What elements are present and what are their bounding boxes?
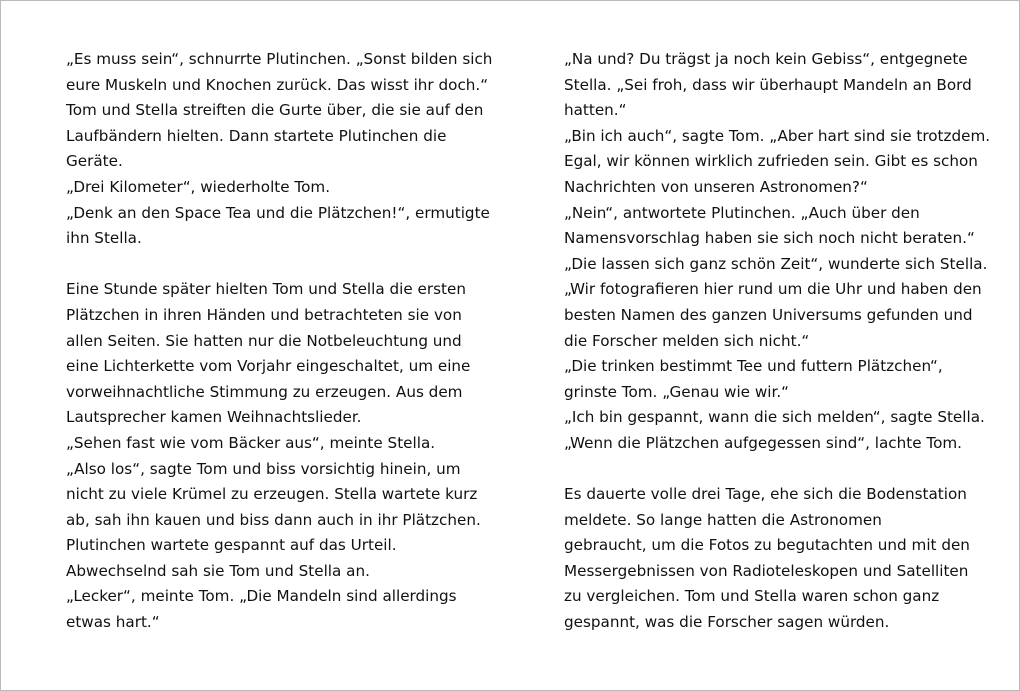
text-line: „Wenn die Plätzchen aufgegessen sind“, lachte Tom. xyxy=(564,433,962,452)
text-line: Namensvorschlag haben sie sich noch nicht beraten.“ xyxy=(564,229,975,248)
text-line: Plätzchen in ihren Händen und betrachteten sie von xyxy=(66,305,462,324)
text-line: etwas hart.“ xyxy=(66,613,160,632)
text-line: „Nein“, antwortete Plutinchen. „Auch über den xyxy=(564,203,920,222)
text-line: „Lecker“, meinte Tom. „Die Mandeln sind allerdings xyxy=(66,587,457,606)
paragraph-break xyxy=(564,457,990,483)
text-line: Tom und Stella streiften die Gurte über, die sie auf den xyxy=(66,101,484,120)
text-line: vorweihnachtliche Stimmung zu erzeugen. Aus dem xyxy=(66,382,463,401)
text-line: zu vergleichen. Tom und Stella waren schon ganz xyxy=(564,587,940,606)
text-line: ihn Stella. xyxy=(66,229,142,248)
text-line: eine Lichterkette vom Vorjahr eingeschaltet, um eine xyxy=(66,357,471,376)
text-line: gebraucht, um die Fotos zu begutachten und mit den xyxy=(564,536,970,555)
text-line: „Denk an den Space Tea und die Plätzchen!“, ermutigte xyxy=(66,203,490,222)
text-line: „Sehen fast wie vom Bäcker aus“, meinte Stella. xyxy=(66,433,436,452)
text-line: „Also los“, sagte Tom und biss vorsichtig hinein, um xyxy=(66,459,461,478)
text-line: Laufbändern hielten. Dann startete Plutinchen die xyxy=(66,126,447,145)
text-line: gespannt, was die Forscher sagen würden. xyxy=(564,613,890,632)
text-line: „Die lassen sich ganz schön Zeit“, wunderte sich Stella. xyxy=(564,254,988,273)
text-line: Stella. „Sei froh, dass wir überhaupt Mandeln an Bord xyxy=(564,75,972,94)
text-line: Abwechselnd sah sie Tom und Stella an. xyxy=(66,561,370,580)
text-line: „Wir fotografieren hier rund um die Uhr und haben den xyxy=(564,280,982,299)
text-line: ab, sah ihn kauen und biss dann auch in ihr Plätzchen. xyxy=(66,510,481,529)
text-line: allen Seiten. Sie hatten nur die Notbeleuchtung und xyxy=(66,331,462,350)
text-line: hatten.“ xyxy=(564,101,627,120)
text-line: „Drei Kilometer“, wiederholte Tom. xyxy=(66,177,331,196)
text-line: Messergebnissen von Radioteleskopen und Satelliten xyxy=(564,561,969,580)
left-page xyxy=(66,47,492,636)
text-line: Egal, wir können wirklich zufrieden sein. Gibt es schon xyxy=(564,152,978,171)
paragraph-break xyxy=(66,252,492,278)
text-line: Plutinchen wartete gespannt auf das Urteil. xyxy=(66,536,397,555)
text-line: Geräte. xyxy=(66,152,123,171)
text-line: grinste Tom. „Genau wie wir.“ xyxy=(564,382,790,401)
text-line: die Forscher melden sich nicht.“ xyxy=(564,331,810,350)
text-line: Eine Stunde später hielten Tom und Stella die ersten xyxy=(66,280,466,299)
text-line: „Ich bin gespannt, wann die sich melden“, sagte Stella. xyxy=(564,408,985,427)
text-line: Es dauerte volle drei Tage, ehe sich die Bodenstation xyxy=(564,485,967,504)
text-line: „Die trinken bestimmt Tee und futtern Plätzchen“, xyxy=(564,357,943,376)
text-line: eure Muskeln und Knochen zurück. Das wisst ihr doch.“ xyxy=(66,75,489,94)
text-line: meldete. So lange hatten die Astronomen xyxy=(564,510,882,529)
text-line: Nachrichten von unseren Astronomen?“ xyxy=(564,177,868,196)
text-line: „Es muss sein“, schnurrte Plutinchen. „Sonst bilden sich xyxy=(66,50,493,68)
text-line: besten Namen des ganzen Universums gefunden und xyxy=(564,305,973,324)
text-line: „Bin ich auch“, sagte Tom. „Aber hart sind sie trotzdem. xyxy=(564,126,991,145)
right-page xyxy=(564,47,990,636)
text-line: Lautsprecher kamen Weihnachtslieder. xyxy=(66,408,362,427)
text-line: „Na und? Du trägst ja noch kein Gebiss“, entgegnete xyxy=(564,50,968,68)
text-line: nicht zu viele Krümel zu erzeugen. Stella wartete kurz xyxy=(66,485,478,504)
